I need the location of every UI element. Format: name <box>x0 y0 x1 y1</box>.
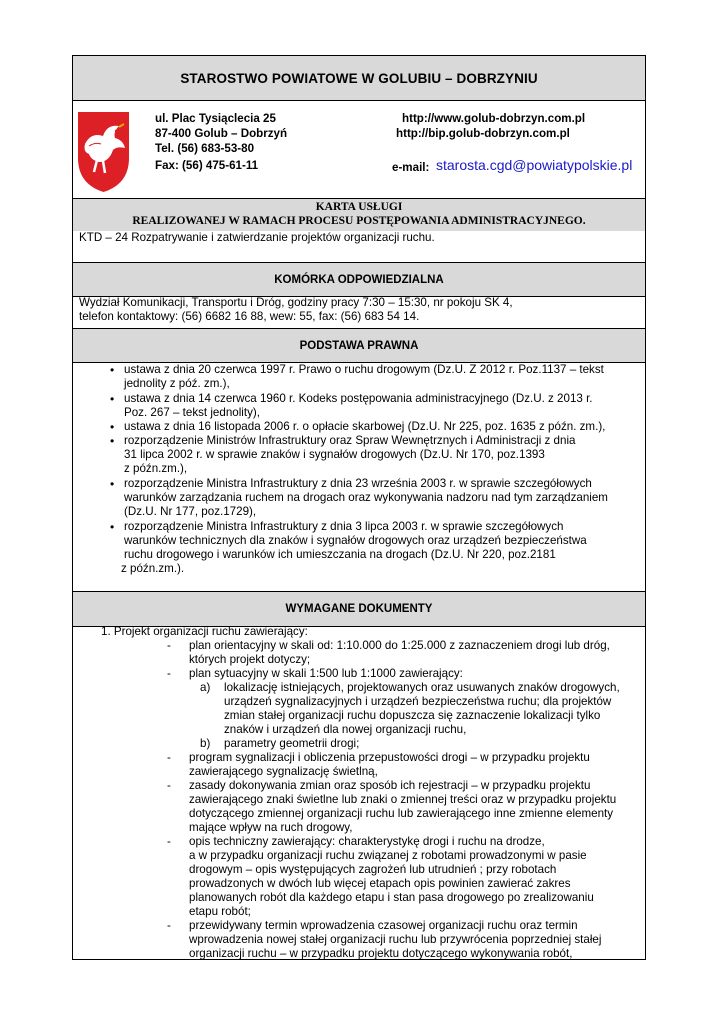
fax-number: Fax: (56) 475-61-11 <box>155 159 259 172</box>
legal-item-line: rozporządzenie Ministra Infrastruktury z dnia 23 września 2003 r. w sprawie szczegółowych <box>124 477 592 490</box>
legal-item-line: rozporządzenie Ministrów Infrastruktury oraz Spraw Wewnętrznych i Administracji z dnia <box>124 434 576 447</box>
bullet-icon: • <box>110 392 115 406</box>
legal-item-line: jednolity z póź. zm.), <box>124 377 230 390</box>
website-link[interactable]: http://www.golub-dobrzyn.com.pl <box>402 112 586 125</box>
opis-line: planowanych robót dla każdego etapu i stan pasa drogowego po zrealizowaniu <box>189 891 594 904</box>
legal-item-line: rozporządzenie Ministra Infrastruktury z dnia 3 lipca 2003 r. w sprawie szczegółowych <box>124 520 564 533</box>
opis-line: opis techniczny zawierający: charakterystykę drogi i ruchu na drodze, <box>189 835 545 848</box>
karta-line2: REALIZOWANEJ W RAMACH PROCESU POSTĘPOWANIA ADMINISTRACYJNEGO. <box>132 215 586 227</box>
email-link[interactable]: starosta.cgd@powiatypolskie.pl <box>436 157 633 173</box>
sub-b-label: b) <box>200 737 211 750</box>
legal-item-line: z późn.zm.), <box>124 462 188 475</box>
zasady-line: zasady dokonywania zmian oraz sposób ich rejestracji – w przypadku projektu <box>189 779 591 792</box>
sub-a-line: zmian stałej organizacji ruchu dopuszcza się zaznaczenie lokalizacji tylko <box>224 709 601 722</box>
sub-a-label: a) <box>200 681 211 694</box>
legal-item-line: Poz. 267 – tekst jednolity), <box>124 406 260 419</box>
bullet-icon: • <box>110 520 115 534</box>
dash-icon: - <box>167 751 171 764</box>
office-title: STAROSTWO POWIATOWE W GOLUBIU – DOBRZYNIU <box>73 56 645 100</box>
plan-orient-line: których projekt dotyczy; <box>189 653 311 666</box>
legal-item-line: ruchu drogowego i warunków ich umieszczania na drogach (Dz.U. Nr 220, poz.2181 <box>124 548 556 561</box>
bullet-icon: • <box>110 363 115 377</box>
email-label: e-mail: <box>392 161 430 174</box>
legal-item-line: (Dz.U. Nr 177, poz.1729), <box>124 505 257 518</box>
termin-line: wprowadzenia nowej stałej organizacji ruchu lub przywrócenia poprzedniej stałej <box>189 933 602 946</box>
plan-orient-line: plan orientacyjny w skali od: 1:10.000 do 1:25.000 z zaznaczeniem drogi lub dróg, <box>189 639 610 652</box>
termin-line: przewidywany termin wprowadzenia czasowej organizacji ruchu oraz termin <box>189 919 578 932</box>
zasady-line: mające wpływ na ruch drogowy, <box>189 821 353 834</box>
karta-line1: KARTA USŁUGI <box>315 201 403 213</box>
karta-header <box>73 199 645 231</box>
podstawa-title: PODSTAWA PRAWNA <box>73 329 645 362</box>
program-line: zawierającego sygnalizację świetlną, <box>189 765 378 778</box>
sub-a-line: znaków i urządzeń dla nowej organizacji ruchu, <box>224 723 467 736</box>
legal-item-line: ustawa z dnia 14 czerwca 1960 r. Kodeks postępowania administracyjnego (Dz.U. z 2013 r. <box>124 392 593 405</box>
bullet-icon: • <box>110 420 115 434</box>
opis-line: a w przypadku organizacji ruchu związanej z robotami prowadzonymi w pasie <box>189 849 587 862</box>
sub-a-line: urządzeń sygnalizacyjnych i urządzeń bezpieczeństwa ruchu; dla projektów <box>224 695 612 708</box>
komorka-title: KOMÓRKA ODPOWIEDZIALNA <box>73 263 645 296</box>
opis-line: drogowym – opis występujących zagrożeń lub utrudnień ; przy robotach <box>189 863 557 876</box>
plan-sytu-line: plan sytuacyjny w skali 1:500 lub 1:1000 zawierający: <box>189 667 463 680</box>
dash-icon: - <box>167 639 171 652</box>
opis-line: etapu robót; <box>189 905 251 918</box>
komorka-line2: telefon kontaktowy: (56) 6682 16 88, wew: 55, fax: (56) 683 54 14. <box>79 310 420 323</box>
zasady-line: dotyczącego zmiennej organizacji ruchu lub zawierającego inne zmienne elementy <box>189 807 614 820</box>
komorka-line1: Wydział Komunikacji, Transportu i Dróg, godziny pracy 7:30 – 15:30, nr pokoju SK 4, <box>79 296 513 309</box>
coat-of-arms-icon <box>75 110 132 194</box>
dash-icon: - <box>167 835 171 848</box>
dash-icon: - <box>167 667 171 680</box>
doc-item-1: 1. Projekt organizacji ruchu zawierający: <box>101 625 308 638</box>
termin-line: organizacji ruchu – w przypadku projektu dotyczącego wykonywania robót, <box>189 947 573 960</box>
opis-line: prowadzonych w dwóch lub więcej etapach opis powinien zawierać zakres <box>189 877 571 890</box>
document-frame <box>72 55 646 960</box>
phone-number: Tel. (56) 683-53-80 <box>155 142 255 155</box>
legal-item-line: warunków zarządzania ruchem na drogach oraz wykonywania nadzoru nad tym zarządzaniem <box>124 491 608 504</box>
zasady-line: zawierającego znaki świetlne lub znaki o zmiennej treści oraz w przypadku projektu <box>189 793 617 806</box>
sub-a-line: lokalizację istniejących, projektowanych oraz usuwanych znaków drogowych, <box>224 681 620 694</box>
legal-item-line: z późn.zm.). <box>121 562 185 575</box>
bullet-icon: • <box>110 434 115 448</box>
legal-item-line: ustawa z dnia 16 listopada 2006 r. o opłacie skarbowej (Dz.U. Nr 225, poz. 1635 z późn. zm.), <box>124 420 606 433</box>
dash-icon: - <box>167 779 171 792</box>
dash-icon: - <box>167 919 171 932</box>
bullet-icon: • <box>110 477 115 491</box>
program-line: program sygnalizacji i obliczenia przepustowości drogi – w przypadku projektu <box>189 751 590 764</box>
legal-item-line: warunków technicznych dla znaków i sygnałów drogowych oraz urządzeń bezpieczeństwa <box>124 534 587 547</box>
service-code: KTD – 24 Rozpatrywanie i zatwierdzanie projektów organizacji ruchu. <box>79 231 435 244</box>
legal-item-line: 31 lipca 2002 r. w sprawie znaków i sygnałów drogowych (Dz.U. Nr 170, poz.1393 <box>124 448 545 461</box>
bip-link[interactable]: http://bip.golub-dobrzyn.com.pl <box>396 127 570 140</box>
dokumenty-title: WYMAGANE DOKUMENTY <box>73 592 645 626</box>
address-street: ul. Plac Tysiąclecia 25 <box>155 112 276 125</box>
contact-block <box>73 101 645 198</box>
sub-b-line: parametry geometrii drogi; <box>224 737 360 750</box>
address-city: 87-400 Golub – Dobrzyń <box>155 127 288 140</box>
legal-item-line: ustawa z dnia 20 czerwca 1997 r. Prawo o ruchu drogowym (Dz.U. Z 2012 r. Poz.1137 – tekst <box>124 363 604 376</box>
